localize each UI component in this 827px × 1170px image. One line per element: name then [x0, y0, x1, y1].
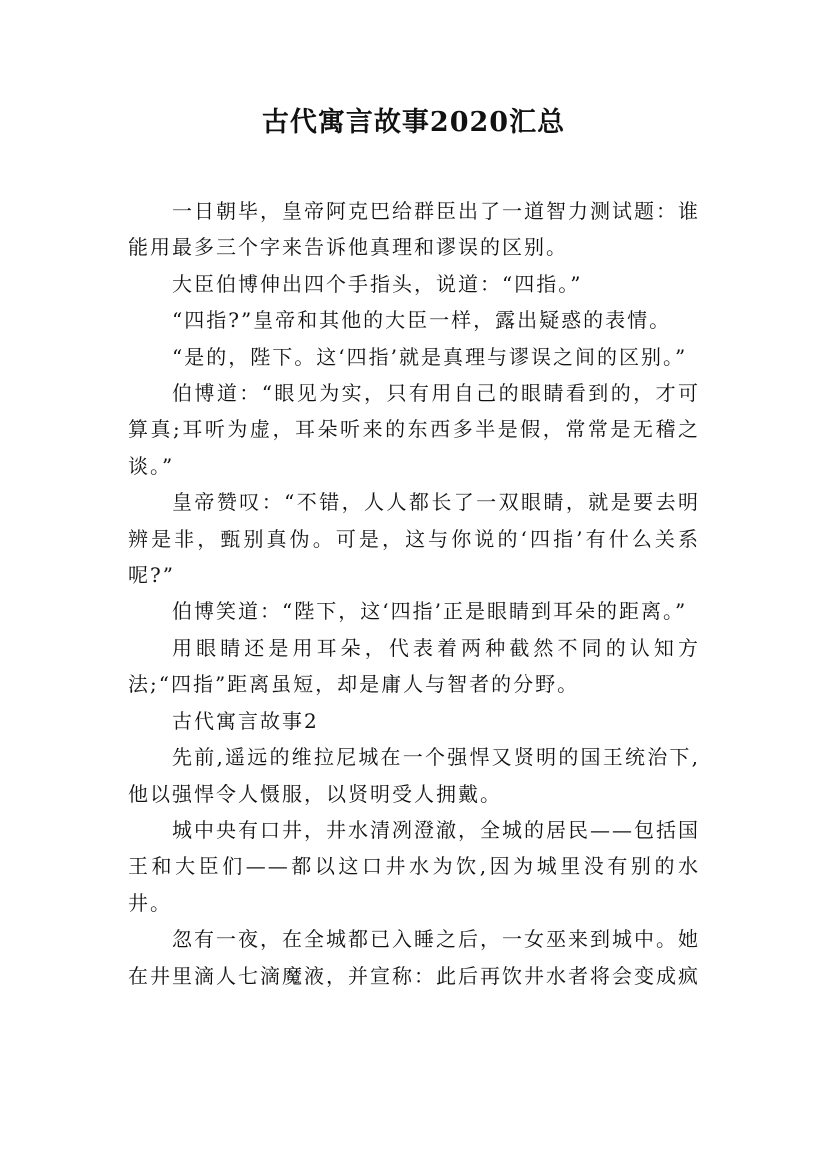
- paragraph: 皇帝赞叹：“不错，人人都长了一双眼睛，就是要去明辨是非，甄别真伪。可是，这与你说的‘四指’有什么关系呢?”: [128, 490, 700, 588]
- paragraph: 先前,遥远的维拉尼城在一个强悍又贤明的国王统治下,他以强悍令人慑服，以贤明受人拥戴。: [128, 745, 700, 806]
- paragraph: 城中央有口井，井水清冽澄澈，全城的居民——包括国王和大臣们——都以这口井水为饮,因为城里没有别的水井。: [128, 817, 700, 915]
- paragraph: 忽有一夜，在全城都已入睡之后，一女巫来到城中。她在井里滴人七滴魔液，并宣称：此后再饮井水者将会变成疯: [128, 927, 700, 988]
- paragraph: 用眼睛还是用耳朵，代表着两种截然不同的认知方法;“四指”距离虽短，却是庸人与智者的分野。: [128, 635, 700, 697]
- paragraph: 伯博道：“眼见为实，只有用自己的眼睛看到的，才可算真;耳听为虚，耳朵听来的东西多半是假，常常是无稽之谈。”: [128, 381, 700, 478]
- document-body: [128, 193, 700, 994]
- paragraph: “四指?”皇帝和其他的大臣一样，露出疑惑的表情。: [172, 308, 672, 333]
- document-title: 古代寓言故事2020汇总: [261, 107, 566, 138]
- section-heading: 古代寓言故事2: [172, 708, 319, 733]
- paragraph: “是的，陛下。这‘四指’就是真理与谬误之间的区别。”: [172, 344, 688, 369]
- paragraph: 一日朝毕，皇帝阿克巴给群臣出了一道智力测试题：谁能用最多三个字来告诉他真理和谬误的区别。: [128, 199, 700, 260]
- paragraph: 大臣伯博伸出四个手指头，说道：“四指。”: [172, 271, 583, 296]
- paragraph: 伯博笑道：“陛下，这‘四指’正是眼睛到耳朵的距离。”: [172, 599, 688, 624]
